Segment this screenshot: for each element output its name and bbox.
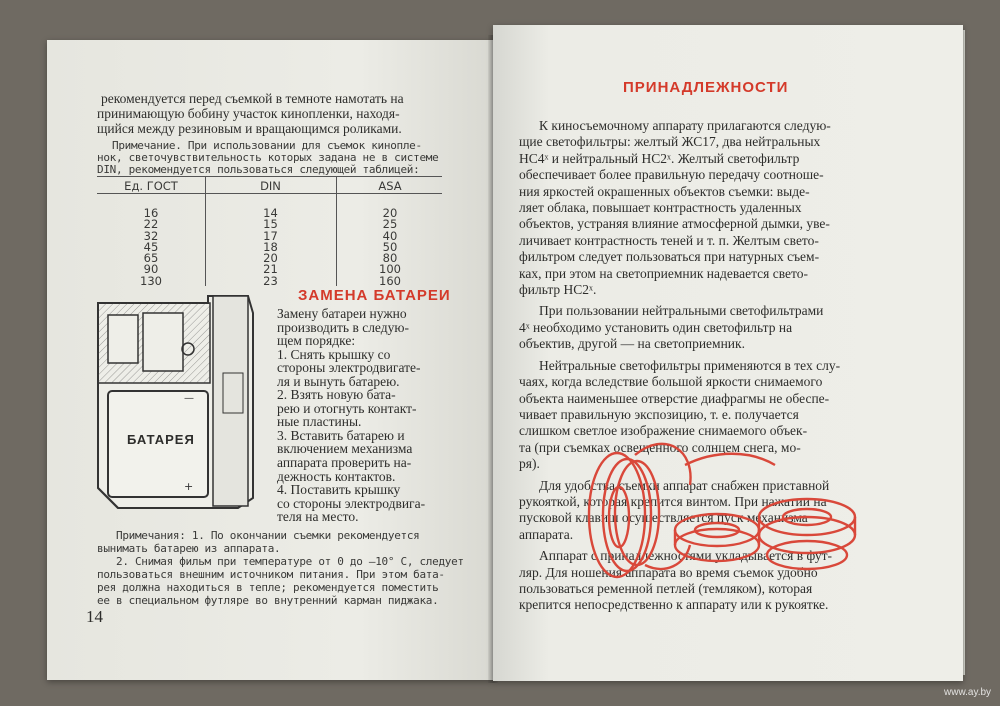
battery-instruction-line: Замену батареи нужно	[277, 306, 407, 321]
filters-illustration	[575, 425, 875, 585]
table-cell: 65	[143, 251, 159, 266]
paragraph-line: обеспечивает более правильную передачу соотноше-	[519, 167, 824, 183]
page-number: 14	[86, 607, 103, 626]
note-line: Примечание. При использовании для съемок кинопле-	[112, 139, 422, 152]
intro-line: щийся между резиновым и вращающимся роликами.	[97, 121, 402, 136]
battery-instruction-line: ные пластины.	[277, 414, 362, 430]
table-cell: 15	[263, 217, 278, 232]
paragraph-line: Нейтральные светофильтры применяются в тех слу-	[539, 357, 841, 373]
paragraph-line: фильтр НС2ˣ.	[519, 282, 597, 298]
table-header-din: DIN	[260, 179, 281, 193]
paragraph-line: объектов, устраняя влияние атмосферной дымки, уве-	[519, 216, 830, 232]
paragraph-line: ляет облака, повышает контрастность удаленных	[519, 200, 802, 216]
note-bottom-line: 2. Снимая фильм при температуре от 0 до —10° С, следует	[116, 555, 464, 568]
table-cell: 17	[263, 228, 278, 243]
note-bottom-line: вынимать батарею из аппарата.	[97, 542, 281, 555]
battery-compartment-diagram	[88, 293, 264, 515]
battery-instruction-line: производить в следую-	[277, 319, 409, 335]
note-bottom-line: пользоваться внешним источником питания. При этом бата-	[97, 568, 445, 581]
paragraph-line: слишком светлое изображение снимаемого объек-	[519, 423, 808, 439]
paragraph-line: При пользовании нейтральными светофильтрами	[539, 303, 824, 319]
paragraph-line: та (при съемках освещенного солнцем снега, мо-	[519, 439, 801, 455]
watermark: www.ay.by	[944, 687, 992, 698]
paragraph-line: пользоваться ременной петлей (темляком), которая	[519, 580, 813, 596]
paragraph-line: К киносъемочному аппарату прилагаются следую-	[539, 118, 831, 133]
paragraph-line: ляр. Для ношения аппарата во время съемок удобно	[519, 564, 818, 580]
table-cell: 14	[263, 206, 278, 220]
battery-label: БАТАРЕЯ	[127, 432, 195, 447]
battery-instruction-line: рею и отогнуть контакт-	[277, 400, 417, 416]
table-cell: 20	[382, 206, 398, 220]
note-line: нок, светочувствительность которых задана не в системе	[97, 151, 439, 164]
svg-text:+: +	[184, 480, 194, 493]
battery-instructions	[277, 307, 444, 524]
battery-instruction-line: стороны электродвигате-	[277, 360, 421, 376]
paragraph-line: 4ˣ необходимо установить один светофильтр на	[519, 319, 793, 335]
table-cell: 20	[263, 251, 278, 266]
battery-instruction-line: 4. Поставить крышку	[277, 482, 401, 498]
battery-instruction-line: аппарата проверить на-	[277, 455, 412, 471]
table-cell: 130	[140, 273, 162, 288]
table-column-asa	[336, 208, 444, 287]
paragraph	[519, 118, 894, 298]
accessories-heading: ПРИНАДЛЕЖНОСТИ	[623, 79, 789, 96]
note-bottom-line: Примечания: 1. По окончании съемки рекомендуется	[116, 529, 420, 542]
table-header-gost: Ед. ГОСТ	[124, 179, 178, 193]
table-cell: 40	[382, 228, 398, 243]
battery-instruction-line: включением механизма	[277, 441, 413, 457]
table-cell: 80	[382, 251, 398, 266]
paragraph-line: НС4ˣ и нейтральный НС2ˣ. Желтый светофильтр	[519, 150, 800, 166]
paragraph-line: Аппарат с принадлежностями укладывается в фут-	[539, 548, 833, 564]
battery-instruction-line: теля на место.	[277, 509, 359, 525]
note-bottom-line: ее в специальном футляре во внутренний карман пиджака.	[97, 594, 439, 607]
table-cell: 22	[143, 217, 159, 232]
note-bottom-line: рея должна находиться в тепле; рекомендуется поместить	[97, 581, 439, 594]
table-cell: 25	[382, 217, 398, 232]
paragraph-line: щие светофильтры: желтый ЖС17, два нейтральных	[519, 134, 821, 150]
svg-text:—: —	[184, 393, 194, 404]
table-cell: 100	[379, 262, 401, 277]
paragraph-line: рукояткой, которая крепится винтом. При нажатии на	[519, 493, 827, 509]
paragraph-line: объекта наименьшее отверстие диафрагмы не обеспе-	[519, 390, 830, 406]
intro-line: принимающую бобину участок кинопленки, находя-	[97, 106, 400, 121]
table-cell: 50	[382, 239, 398, 254]
table-cell: 18	[263, 239, 278, 254]
battery-instruction-line: щем порядке:	[277, 333, 356, 349]
paragraph-line: объектив, другой — на светоприемник.	[519, 336, 745, 352]
note-line: DIN, рекомендуется пользоваться следующей таблицей:	[97, 163, 420, 176]
battery-instruction-line: ля и вынуть батарею.	[277, 373, 400, 389]
paragraph-line: Для удобства съемки аппарат снабжен приставной	[539, 477, 830, 493]
table-cell: 160	[379, 273, 401, 288]
table-cell: 32	[143, 228, 159, 243]
table-header-asa: ASA	[378, 179, 402, 193]
battery-instruction-line: 2. Взять новую бата-	[277, 387, 396, 403]
paragraph-line: ря).	[519, 456, 540, 472]
battery-instruction-line: со стороны электродвига-	[277, 495, 426, 511]
paragraph-line: чивает правильную экспозицию, т. е. получается	[519, 406, 799, 422]
table-column-din	[205, 208, 336, 287]
battery-heading: ЗАМЕНА БАТАРЕИ	[298, 287, 451, 304]
battery-instruction-line: 1. Снять крышку со	[277, 346, 391, 362]
paragraph-line: аппарата.	[519, 526, 574, 542]
paragraph-line: крепится непосредственно к аппарату или к рукоятке.	[519, 597, 829, 613]
paragraph-line: ках, при этом на светоприемник надевается свето-	[519, 265, 808, 281]
table-header-rule	[97, 193, 442, 194]
intro-line: рекомендуется перед съемкой в темноте намотать на	[101, 91, 404, 106]
table-cell: 23	[263, 273, 278, 288]
paragraph-line: ния яркостей окрашенных объектов съемки: выде-	[519, 183, 810, 199]
battery-instruction-line: 3. Вставить батарею и	[277, 427, 405, 443]
paragraph-line: чаях, когда вследствие большой яркости снимаемого	[519, 374, 823, 390]
paragraph-line: фильтром следует пользоваться при натурных съем-	[519, 249, 820, 265]
paragraph-line: личивает контрастность теней и т. п. Желтым свето-	[519, 232, 819, 248]
table-cell: 45	[143, 239, 159, 254]
table-cell: 21	[263, 262, 278, 277]
table-top-rule	[97, 176, 442, 177]
paragraph-line: пусковой клавиш осуществляется пуск механизма	[519, 510, 808, 526]
table-cell: 16	[143, 206, 159, 220]
table-column-gost	[97, 208, 205, 287]
battery-instruction-line: дежность контактов.	[277, 468, 396, 484]
paragraph	[519, 303, 894, 352]
table-cell: 90	[143, 262, 159, 277]
